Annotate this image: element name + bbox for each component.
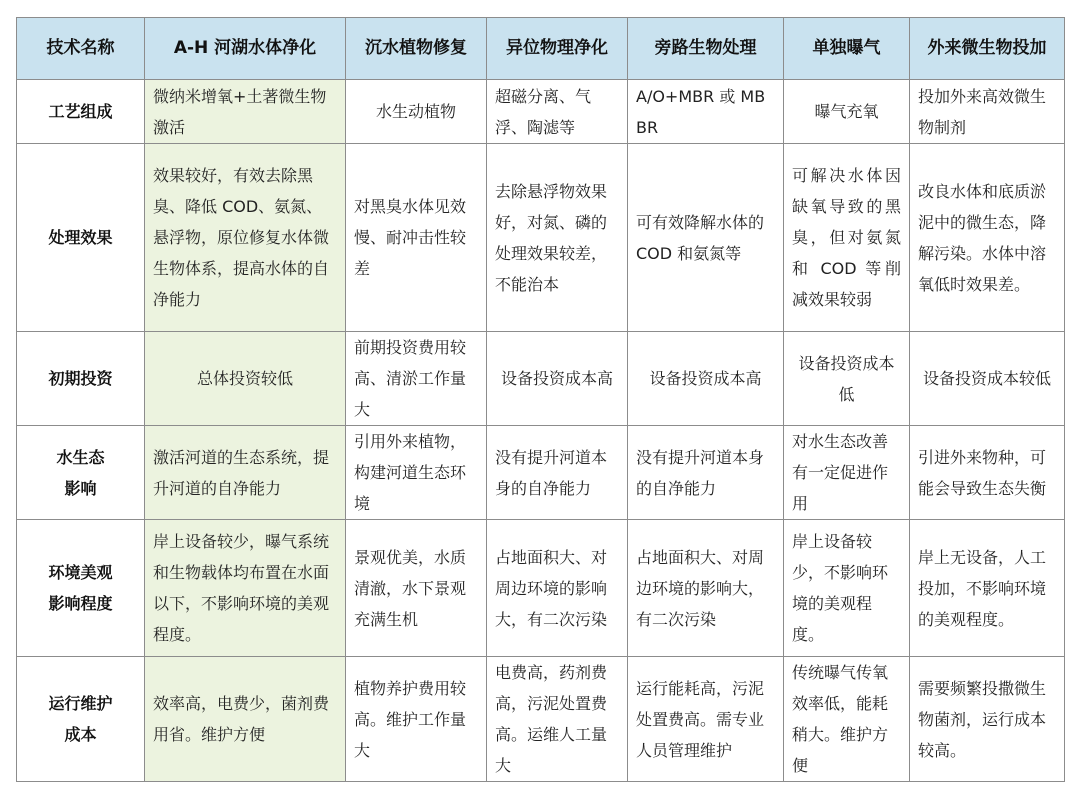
header-ah-purification: A-H 河湖水体净化 xyxy=(145,18,346,80)
table-cell: 设备投资成本高 xyxy=(628,332,784,426)
table-cell: 岸上无设备，人工投加，不影响环境的美观程度。 xyxy=(910,520,1065,657)
table-cell: 岸上设备较少，曝气系统和生物载体均布置在水面以下，不影响环境的美观程度。 xyxy=(145,520,346,657)
table-cell: 电费高，药剂费高，污泥处置费高。运维人工量大 xyxy=(487,657,628,782)
header-tech-name: 技术名称 xyxy=(17,18,145,80)
table-row xyxy=(17,657,1065,782)
table-cell: A/O+MBR 或 MBBR xyxy=(628,80,784,144)
table-cell: 水生动植物 xyxy=(346,80,487,144)
table-cell: 设备投资成本较低 xyxy=(910,332,1065,426)
table-cell: 前期投资费用较高、清淤工作量大 xyxy=(346,332,487,426)
table-cell: 植物养护费用较高。维护工作量大 xyxy=(346,657,487,782)
row-label: 工艺组成 xyxy=(17,80,145,144)
table-cell: 设备投资成本低 xyxy=(784,332,910,426)
table-cell: 没有提升河道本身的自净能力 xyxy=(628,426,784,520)
table-cell: 传统曝气传氧效率低，能耗稍大。维护方便 xyxy=(784,657,910,782)
table-cell: 岸上设备较少，不影响环境的美观程度。 xyxy=(784,520,910,657)
table-row xyxy=(17,144,1065,332)
table-cell: 效率高，电费少，菌剂费用省。维护方便 xyxy=(145,657,346,782)
table-cell: 对黑臭水体见效慢、耐冲击性较差 xyxy=(346,144,487,332)
table-cell: 超磁分离、气浮、陶滤等 xyxy=(487,80,628,144)
row-label-line: 影响 xyxy=(64,478,97,498)
table-cell: 投加外来高效微生物制剂 xyxy=(910,80,1065,144)
table-cell: 效果较好，有效去除黑臭、降低 COD、氨氮、悬浮物，原位修复水体微生物体系，提高水体的自净能力 xyxy=(145,144,346,332)
row-label xyxy=(17,520,145,657)
row-label-line: 成本 xyxy=(64,725,97,744)
table-cell: 设备投资成本高 xyxy=(487,332,628,426)
table-cell: 曝气充氧 xyxy=(784,80,910,144)
row-label-line: 环境美观 xyxy=(48,563,113,582)
table-row xyxy=(17,520,1065,657)
table-row xyxy=(17,426,1065,520)
table-cell: 引用外来植物，构建河道生态环境 xyxy=(346,426,487,520)
table-cell: 需要频繁投撒微生物菌剂，运行成本较高。 xyxy=(910,657,1065,782)
table-cell: 改良水体和底质淤泥中的微生态，降解污染。水体中溶氧低时效果差。 xyxy=(910,144,1065,332)
table-row xyxy=(17,80,1065,144)
row-label: 处理效果 xyxy=(17,144,145,332)
header-aeration-only: 单独曝气 xyxy=(784,18,910,80)
table-cell: 总体投资较低 xyxy=(145,332,346,426)
table-cell: 对水生态改善有一定促进作用 xyxy=(784,426,910,520)
row-label xyxy=(17,657,145,782)
header-row xyxy=(17,18,1065,80)
table-cell: 没有提升河道本身的自净能力 xyxy=(487,426,628,520)
row-label-line: 影响程度 xyxy=(48,594,113,613)
table-cell: 可解决水体因缺氧导致的黑臭，但对氨氮和 COD 等削减效果较弱 xyxy=(784,144,910,332)
table-cell: 运行能耗高，污泥处置费高。需专业人员管理维护 xyxy=(628,657,784,782)
table-cell: 去除悬浮物效果好，对氮、磷的处理效果较差，不能治本 xyxy=(487,144,628,332)
header-ex-situ-physical: 异位物理净化 xyxy=(487,18,628,80)
row-label: 初期投资 xyxy=(17,332,145,426)
header-submerged-plants: 沉水植物修复 xyxy=(346,18,487,80)
row-label-line: 运行维护 xyxy=(48,694,113,713)
table-cell: 可有效降解水体的 COD 和氨氮等 xyxy=(628,144,784,332)
table-cell: 景观优美，水质清澈，水下景观充满生机 xyxy=(346,520,487,657)
table-row xyxy=(17,332,1065,426)
header-microbe-dosing: 外来微生物投加 xyxy=(910,18,1065,80)
comparison-table-container xyxy=(16,17,1065,782)
technology-comparison-table xyxy=(16,17,1065,782)
table-cell: 占地面积大、对周边环境的影响大，有二次污染 xyxy=(487,520,628,657)
table-cell: 占地面积大、对周边环境的影响大，有二次污染 xyxy=(628,520,784,657)
row-label-line: 水生态 xyxy=(56,447,105,467)
table-cell: 激活河道的生态系统，提升河道的自净能力 xyxy=(145,426,346,520)
header-bypass-biological: 旁路生物处理 xyxy=(628,18,784,80)
table-cell: 引进外来物种，可能会导致生态失衡 xyxy=(910,426,1065,520)
table-cell: 微纳米增氧+土著微生物激活 xyxy=(145,80,346,144)
row-label xyxy=(17,426,145,520)
